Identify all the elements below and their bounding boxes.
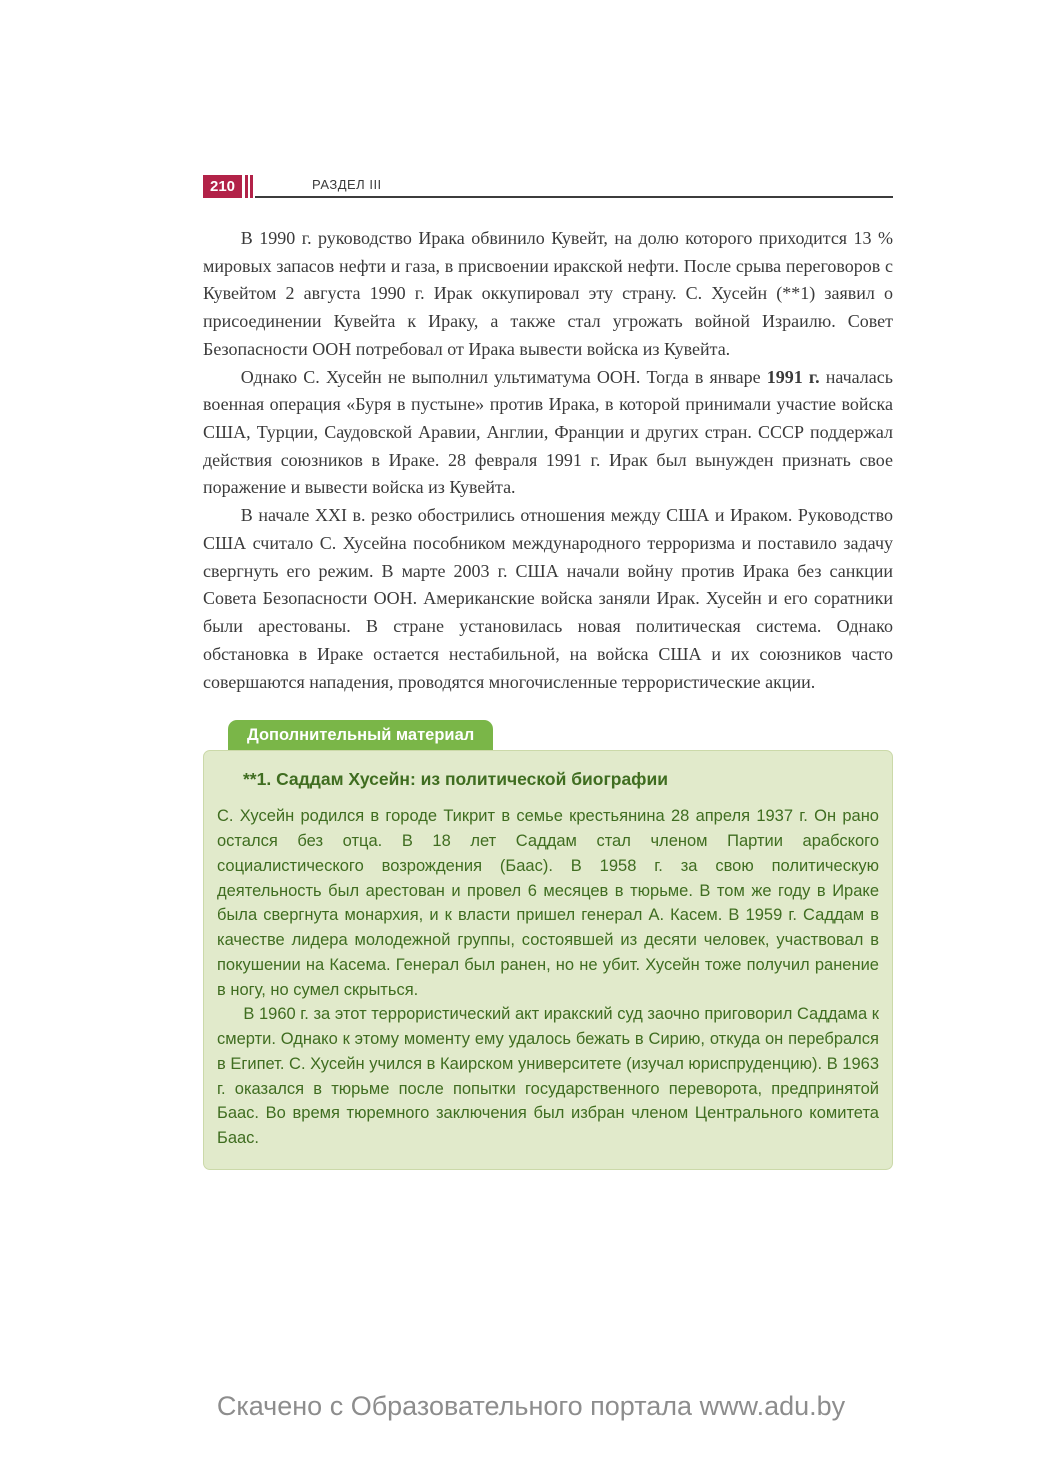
supplement-paragraph: С. Хусейн родился в городе Тикрит в семье крестьянина 28 апреля 1937 г. Он рано остался без отца. В 18 лет Саддам стал членом Партии арабского социалистического возрождения (Баас). В 1958 г. за свою политическую деятельность был арестован и провел 6 месяцев в тюрьме. В том же году в Ираке была свергнута монархия, и к власти пришел генерал А. Касем. В 1959 г. Саддам в качестве лидера молодежной группы, состоявшей из десяти человек, участвовал в покушении на Касема. Генерал был ранен, но не убит. Хусейн тоже получил ранение в ногу, но сумел скрыться.	[217, 807, 879, 999]
paragraph: Однако С. Хусейн не выполнил ультиматума ООН. Тогда в январе 1991 г. началась военная операция «Буря в пустыне» против Ирака, в которой принимали участие войска США, Турции, Саудовской Аравии, Англии, Франции и других стран. СССР поддержал действия союзников в Ираке. 28 февраля 1991 г. Ирак был вынужден признать свое поражение и вывести войска из Кувейта.	[203, 366, 893, 498]
supplement-title: **1. Саддам Хусейн: из политической биографии	[243, 769, 669, 790]
section-label: РАЗДЕЛ III	[312, 177, 382, 192]
header-rule	[255, 175, 893, 198]
body-paragraphs	[203, 225, 893, 696]
page-footer	[0, 1391, 1062, 1422]
header-bars-decoration	[245, 175, 255, 198]
paragraph: В начале XXI в. резко обострились отношения между США и Ираком. Руководство США считало С. Хусейна пособником международного терроризма и поставило задачу свергнуть его режим. В марте 2003 г. США начали войну против Ирака без санкции Совета Безопасности ООН. Американские войска заняли Ирак. Хусейн и его соратники были арестованы. В стране установилась новая политическая система. Однако обстановка в Ираке остается нестабильной, на войска США и их союзников часто совершаются нападения, проводятся многочисленные террористические акции.	[203, 505, 893, 692]
supplement-tab	[228, 720, 493, 750]
supplement-panel	[203, 750, 893, 1170]
page-header	[203, 175, 893, 198]
page-number-badge: 210	[203, 175, 242, 198]
page-content	[203, 175, 893, 1170]
supplement-tab-label: Дополнительный материал	[247, 726, 475, 745]
watermark-text: Скачено с Образовательного портала www.adu.by	[216, 1391, 846, 1421]
supplement-paragraph: В 1960 г. за этот террористический акт иракский суд заочно приговорил Саддама к смерти. Однако к этому моменту ему удалось бежать в Сирию, откуда он перебрался в Египет. С. Хусейн учился в Каирском университете (изучал юриспруденцию). В 1963 г. оказался в тюрьме после попытки государственного переворота, предпринятой Баас. Во время тюремного заключения был избран членом Центрального комитета Баас.	[217, 1005, 879, 1148]
supplement-paragraphs	[217, 804, 879, 1151]
paragraph: В 1990 г. руководство Ирака обвинило Кувейт, на долю которого приходится 13 % мировых запасов нефти и газа, в присвоении иракской нефти. После срыва переговоров с Кувейтом 2 августа 1990 г. Ирак оккупировал эту страну. С. Хусейн (**1) заявил о присоединении Кувейта к Ираку, а также стал угрожать войной Израилю. Совет Безопасности ООН потребовал от Ирака вывести войска из Кувейта.	[203, 228, 893, 359]
